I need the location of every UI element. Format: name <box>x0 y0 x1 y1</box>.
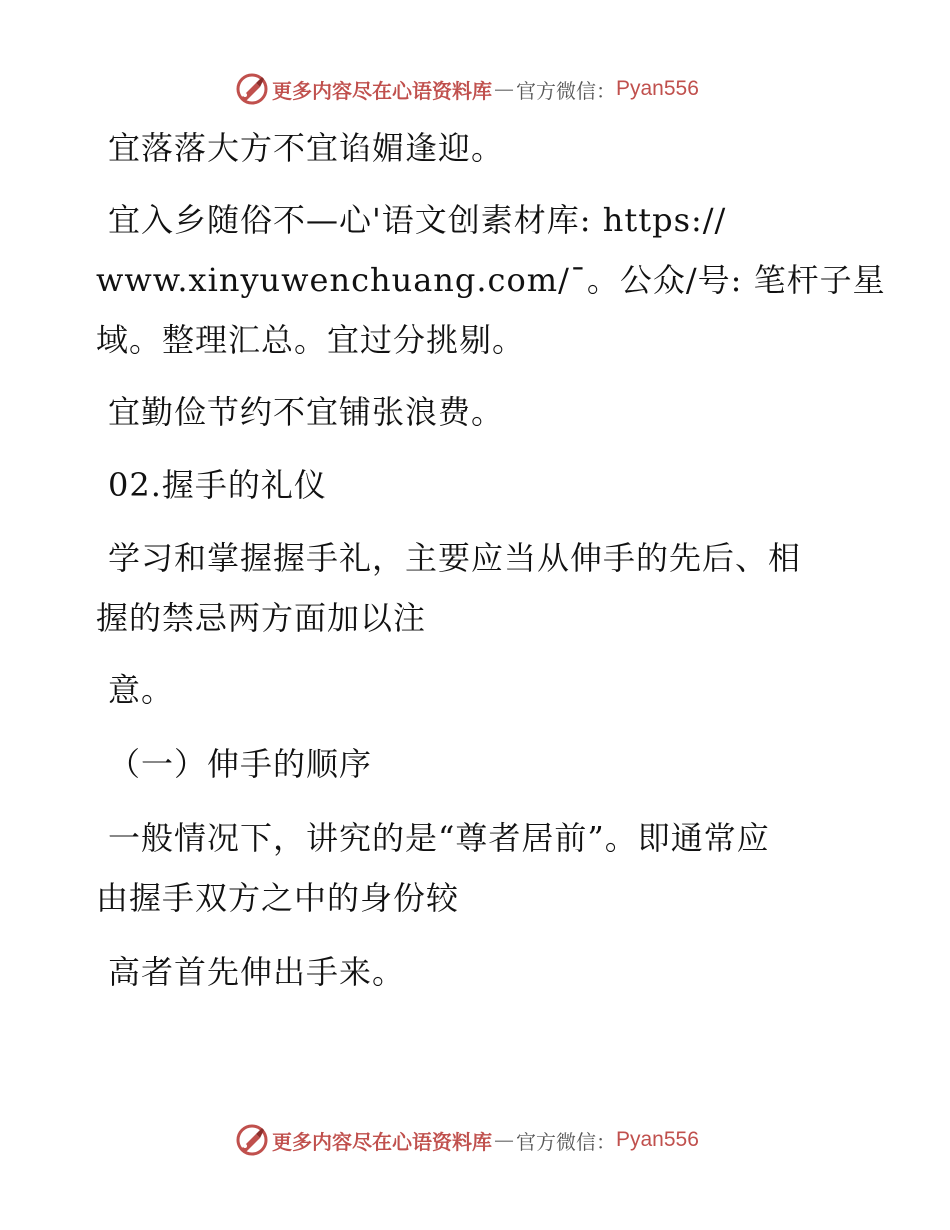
footer-dash: — <box>494 1128 514 1152</box>
header-banner <box>236 72 699 106</box>
header-wechat-id: Pyan556 <box>616 77 699 100</box>
body-line-13: 高者首先伸出手来。 <box>108 953 406 991</box>
header-dash: — <box>494 77 514 101</box>
body-line-9: 意。 <box>108 671 175 709</box>
pen-logo-icon <box>236 73 268 105</box>
body-line-7: 学习和掌握握手礼，主要应当从伸手的先后、相 <box>108 539 802 577</box>
footer-banner <box>236 1123 699 1157</box>
header-brand-text: 更多内容尽在心语资料库 <box>272 78 492 103</box>
body-line-3: www.xinyuwenchuang.com/¯。公众/号: 笔杆子星 <box>96 261 886 299</box>
pen-logo-icon <box>236 1124 268 1156</box>
subsection-heading-order: （一）伸手的顺序 <box>108 745 373 783</box>
body-line-2: 宜入乡随俗不—心'语文创素材库: https:// <box>108 201 727 239</box>
body-line-11: 一般情况下，讲究的是“尊者居前”。即通常应 <box>108 819 770 857</box>
body-line-4: 域。整理汇总。宜过分挑剔。 <box>96 321 526 359</box>
header-wechat-label: 官方微信： <box>516 78 616 103</box>
body-line-12: 由握手双方之中的身份较 <box>96 879 460 917</box>
body-line-1: 宜落落大方不宜谄媚逢迎。 <box>108 129 505 167</box>
footer-brand-text: 更多内容尽在心语资料库 <box>272 1129 492 1154</box>
body-line-5: 宜勤俭节约不宜铺张浪费。 <box>108 393 505 431</box>
footer-wechat-label: 官方微信： <box>516 1129 616 1154</box>
section-heading-handshake: 02.握手的礼仪 <box>108 466 327 504</box>
body-line-8: 握的禁忌两方面加以注 <box>96 599 427 637</box>
footer-wechat-id: Pyan556 <box>616 1128 699 1151</box>
